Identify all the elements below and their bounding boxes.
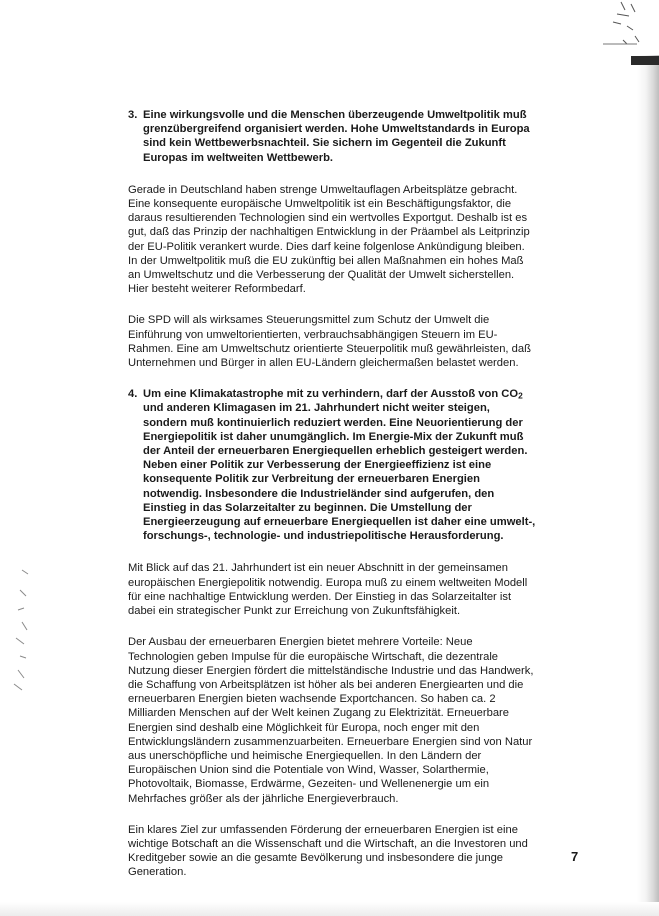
thesis-number: 3. — [128, 109, 138, 121]
paragraph-vorteile: Der Ausbau der erneuerbaren Energien bietet mehrere Vorteile: Neue Technologien geben Impulse für die europäische Wirtschaft, die dezentrale Nutzung dieser Energien fördert die mittelständische Industrie und das Handwerk, die Schaffung von Arbeitsplätzen ist höher als bei anderen Energiearten und die erneuerbaren Energien bieten wachsende Exportchancen. So haben ca. 2 Milliarden Menschen auf der Welt keinen Zugang zu Elektrizität. Erneuerbare Energien sind deshalb eine Möglichkeit für Europa, noch enger mit den Entwicklungsländern zusammenzuarbeiten. Erneuerbare Energien sind von Natur aus unerschöpfliche und heimische Energiequellen. In den Ländern der Europäischen Union sind die Potentiale von Wind, Wasser, Solarthermie, Photovoltaik, Biomasse, Erdwärme, Gezeiten- und Wellenenergie um ein Mehrfaches größer als der jährliche Energieverbrauch. — [128, 636, 534, 805]
co2-subscript: 2 — [518, 390, 523, 401]
scan-bottom-edge — [0, 902, 659, 916]
thesis-text-part: und anderen Klimagasen im 21. Jahrhundert nicht weiter steigen, sondern muß kontinuierlich reduziert werden. Eine Neuorientierung der Energiepolitik ist daher unumgänglich. Im Energie-Mix der Zukunft muß der Anteil der erneuerbaren Energiequellen erheblich gesteigert werden. Neben einer Politik zur Verbesserung der Energieeffizienz ist eine konsequente Politik zur Verbreitung der erneuerbaren Energien notwendig. Insbesondere die Industrieländer sind aufgerufen, den Einstieg in das Solarzeitalter zu beginnen. Die Umstellung der Energieerzeugung auf erneuerbare Energiequellen ist daher eine umwelt-, forschungs-, technologie- und industriepolitische Herausforderung. — [143, 402, 536, 543]
scan-left-marks — [0, 560, 30, 700]
page-number: 7 — [571, 849, 579, 864]
document-body — [128, 108, 536, 897]
thesis-3 — [128, 108, 536, 165]
thesis-number: 4. — [128, 388, 138, 401]
scan-corner-marks — [591, 0, 641, 50]
scan-shadow-right — [637, 55, 659, 916]
thesis-4 — [128, 387, 536, 543]
paragraph-ziel: Ein klares Ziel zur umfassenden Förderung der erneuerbaren Energien ist eine wichtige Botschaft an die Wissenschaft und die Wirtschaft, an die Investoren und Kreditgeber sowie an die gesamte Bevölkerung und insbesondere die junge Generation. — [128, 823, 528, 879]
scan-bar-top — [631, 56, 659, 65]
thesis-text: Eine wirkungsvolle und die Menschen überzeugende Umweltpolitik muß grenzübergreifend organisiert werden. Hohe Umweltstandards in Europa sind kein Wettbewerbsnachteil. Sie sichern im Gegenteil die Zukunft Europas im weltweiten Wettbewerb. — [143, 109, 530, 164]
thesis-text-part: Um eine Klimakatastrophe mit zu verhindern, darf der Ausstoß von CO — [143, 388, 519, 401]
paragraph-steuern: Die SPD will als wirksames Steuerungsmittel zum Schutz der Umwelt die Einführung von umweltorientierten, verbrauchsabhängigen Steuern im EU-Rahmen. Eine am Umweltschutz orientierte Steuerpolitik muß gewährleisten, daß Unternehmen und Bürger in allen EU-Ländern gleichermaßen belastet werden. — [128, 314, 531, 370]
paragraph-umweltauflagen: Gerade in Deutschland haben strenge Umweltauflagen Arbeitsplätze gebracht. Eine konsequente europäische Umweltpolitik ist ein Beschäftigungsfaktor, die daraus resultierenden Technologien sind ein wertvolles Exportgut. Deshalb ist es gut, daß das Prinzip der nachhaltigen Entwicklung in der Präambel als Leitprinzip der EU-Politik verankert wurde. Dies darf keine folgenlose Ankündigung bleiben. In der Umweltpolitik muß die EU zukünftig bei allen Maßnahmen ein hohes Maß an Umweltschutz und die Verbesserung der Qualität der Umwelt sicherstellen. Hier besteht weiterer Reformbedarf. — [128, 183, 530, 296]
paragraph-energiepolitik: Mit Blick auf das 21. Jahrhundert ist ein neuer Abschnitt in der gemeinsamen europäischen Energiepolitik notwendig. Europa muß zu einem weltweiten Modell für eine nachhaltige Entwicklung werden. Der Einstieg in das Solarzeitalter ist dabei ein strategischer Punkt zur Erreichung von Zukunftsfähigkeit. — [128, 562, 528, 618]
thesis-text — [143, 387, 536, 543]
